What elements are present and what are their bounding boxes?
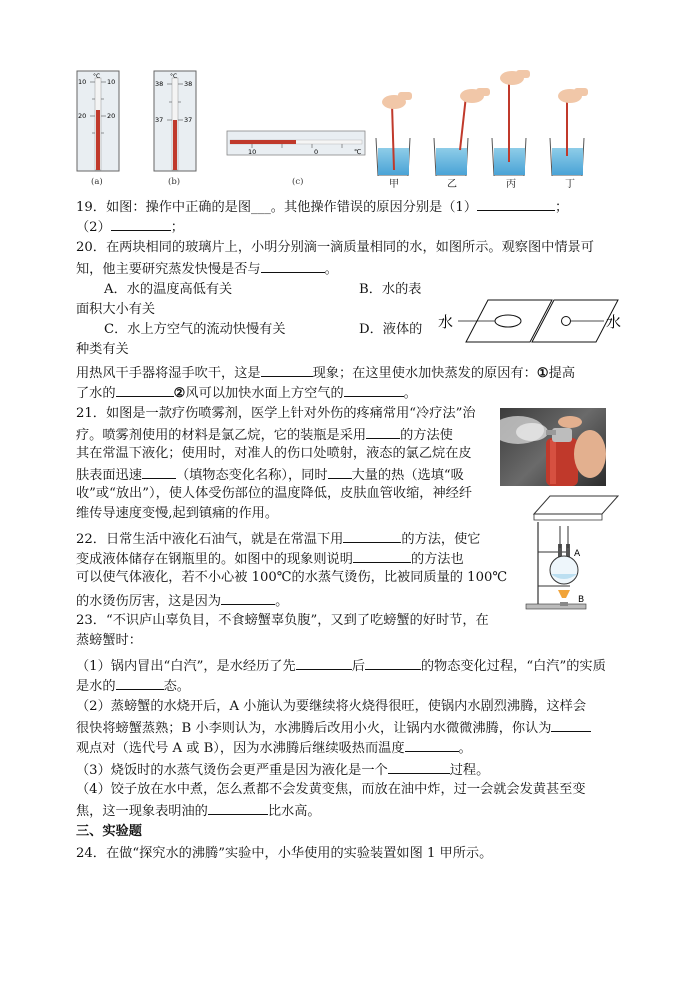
beaker-label: 丙 <box>506 179 516 190</box>
option-d-continued: 种类有关 <box>76 342 129 357</box>
thermometer-figure-b <box>153 70 197 172</box>
answer-blank[interactable] <box>477 196 555 211</box>
caption-b: (b) <box>168 177 181 187</box>
option-c: C．水上方空气的流动快慢有关 <box>104 322 286 337</box>
spray-can-photo <box>500 408 606 486</box>
question-20-line-2: 知，他主要研究蒸发快慢是否与 。 <box>76 258 338 280</box>
beaker-bing <box>492 70 530 176</box>
question-19-line-2: （2） ； <box>76 216 184 238</box>
option-a: A．水的温度高低有关 <box>104 282 233 297</box>
beaker-label: 乙 <box>447 179 457 190</box>
answer-blank[interactable] <box>328 464 352 479</box>
question-21-line-6: 维传导速度变慢,起到镇痛的作用。 <box>76 506 279 521</box>
question-23-part-2-line-3: 观点对（选代号 A 或 B），因为水沸腾后继续吸热而温度 。 <box>76 737 472 759</box>
answer-blank[interactable] <box>405 737 459 752</box>
question-23-part-1: （1）锅内冒出“白汽”，是水经历了先 后 的物态变化过程，“白汽”的实质 <box>76 655 606 677</box>
thermometer-figure-a <box>76 70 120 172</box>
glass-plates-figure <box>436 296 626 346</box>
tick-label: 37 <box>155 116 164 124</box>
question-23-part-4-line-2: 焦，这一现象表明油的 比水高。 <box>76 800 321 822</box>
question-23-part-4-line-1: （4）饺子放在水中煮，怎么煮都不会发黄变焦，而放在油中炸，过一会就会发黄甚至变 <box>76 782 586 797</box>
tick-label: 20 <box>78 112 87 120</box>
option-b-continued: 面积大小有关 <box>76 302 156 317</box>
question-22-line-1: 22．日常生活中液化石油气，就是在常温下用 的方法，使它 <box>76 528 480 550</box>
question-21-line-1: 21．如图是一款疗伤喷雾剂，医学上针对外伤的疼痛常用“冷疗法”治 <box>76 406 476 421</box>
answer-blank[interactable] <box>261 362 313 377</box>
boiling-flask-apparatus-figure <box>520 492 620 610</box>
unit-label: ℃ <box>354 148 362 156</box>
answer-blank[interactable] <box>142 464 176 479</box>
beaker-yi <box>434 88 490 176</box>
answer-blank[interactable] <box>111 216 171 231</box>
water-label: 水 <box>438 313 454 331</box>
water-label: 水 <box>606 313 622 331</box>
hand-dryer-line-2: 了水的 ②风可以加快水面上方空气的 。 <box>76 382 417 404</box>
answer-blank[interactable] <box>116 675 164 690</box>
question-22-line-4: 的水烫伤厉害，这是因为 。 <box>76 590 288 612</box>
question-23-line-1: 23．“不识庐山辜负目，不食螃蟹辜负腹”，又到了吃螃蟹的好时节，在 <box>76 613 489 628</box>
beaker-label: 甲 <box>389 179 399 190</box>
tick-label: 10 <box>248 148 257 156</box>
question-23-part-3: （3）烧饭时的水蒸气烫伤会更严重是因为液化是一个 过程。 <box>76 759 489 781</box>
label-b: B <box>578 595 585 605</box>
section-heading: 三、实验题 <box>76 824 142 839</box>
question-23-part-1-cont: 是水的 态。 <box>76 675 190 697</box>
tick-label: 0 <box>314 148 319 156</box>
question-24-line-1: 24．在做“探究水的沸腾”实验中，小华使用的实验装置如图 1 甲所示。 <box>76 846 493 861</box>
question-21-line-4: 肤表面迅速 （填物态变化名称），同时 大量的热（选填“吸 <box>76 464 464 486</box>
question-23-part-2-line-2: 很快将螃蟹蒸熟；B 小李则认为，水沸腾后改用小火，让锅内水微微沸腾，你认为 <box>76 717 591 739</box>
caption-a: (a) <box>91 177 103 187</box>
question-22-line-2: 变成液体储存在钢瓶里的。如图中的现象则说明 的方法也 <box>76 548 464 570</box>
answer-blank[interactable] <box>353 548 411 563</box>
tick-label: 10 <box>78 78 87 86</box>
question-21-line-2: 疗。喷雾剂使用的材料是氯乙烷，它的装瓶是采用 的方法使 <box>76 424 453 446</box>
answer-blank[interactable] <box>366 424 400 439</box>
caption-c: (c) <box>292 177 304 187</box>
answer-blank[interactable] <box>221 590 275 605</box>
beaker-jia <box>376 92 412 176</box>
question-22-line-3: 可以使气体液化，若不小心被 100℃的水蒸气烫伤，比被同质量的 100℃ <box>76 570 508 585</box>
answer-blank[interactable] <box>116 382 174 397</box>
option-d: D．液体的 <box>359 322 423 337</box>
tick-label: 10 <box>107 78 116 86</box>
question-23-part-2-line-1: （2）蒸螃蟹的水烧开后，A 小施认为要继续将火烧得很旺，使锅内水剧烈沸腾，这样会 <box>76 699 587 714</box>
beaker-label: 丁 <box>565 179 575 190</box>
question-23-line-2: 蒸螃蟹时： <box>76 633 142 648</box>
tick-label: 20 <box>107 112 116 120</box>
label-a: A <box>574 549 581 559</box>
tick-label: 37 <box>184 116 193 124</box>
answer-blank[interactable] <box>296 655 352 670</box>
unit-label: °C <box>170 73 178 80</box>
answer-blank[interactable] <box>261 258 325 273</box>
answer-blank[interactable] <box>365 655 421 670</box>
answer-blank[interactable] <box>344 382 404 397</box>
option-b: B．水的表 <box>359 282 422 297</box>
answer-blank[interactable] <box>551 717 591 732</box>
question-20-line-1: 20．在两块相同的玻璃片上，小明分别滴一滴质量相同的水，如图所示。观察图中情景可 <box>76 240 594 255</box>
unit-label: °C <box>93 73 101 80</box>
answer-blank[interactable] <box>208 800 268 815</box>
question-21-line-3: 其在常温下液化；使用时，对准人的伤口处喷射，液态的氯乙烷在皮 <box>76 446 472 461</box>
answer-blank[interactable] <box>343 528 401 543</box>
beaker-operations-figure <box>372 68 602 176</box>
question-21-line-5: 收”或“放出”），使人体受伤部位的温度降低，皮肤血管收缩，神经纤 <box>76 486 473 501</box>
tick-label: 38 <box>184 80 193 88</box>
question-19-line-1: 19．如图：操作中正确的是图___。其他操作错误的原因分别是（1） ； <box>76 196 568 218</box>
thermometer-figure-c <box>226 130 366 156</box>
tick-label: 38 <box>155 80 164 88</box>
beaker-ding <box>550 88 588 176</box>
hand-dryer-line-1: 用热风干手器将湿手吹干，这是 现象；在这里使水加快蒸发的原因有：①提高 <box>76 362 575 384</box>
answer-blank[interactable] <box>388 759 450 774</box>
